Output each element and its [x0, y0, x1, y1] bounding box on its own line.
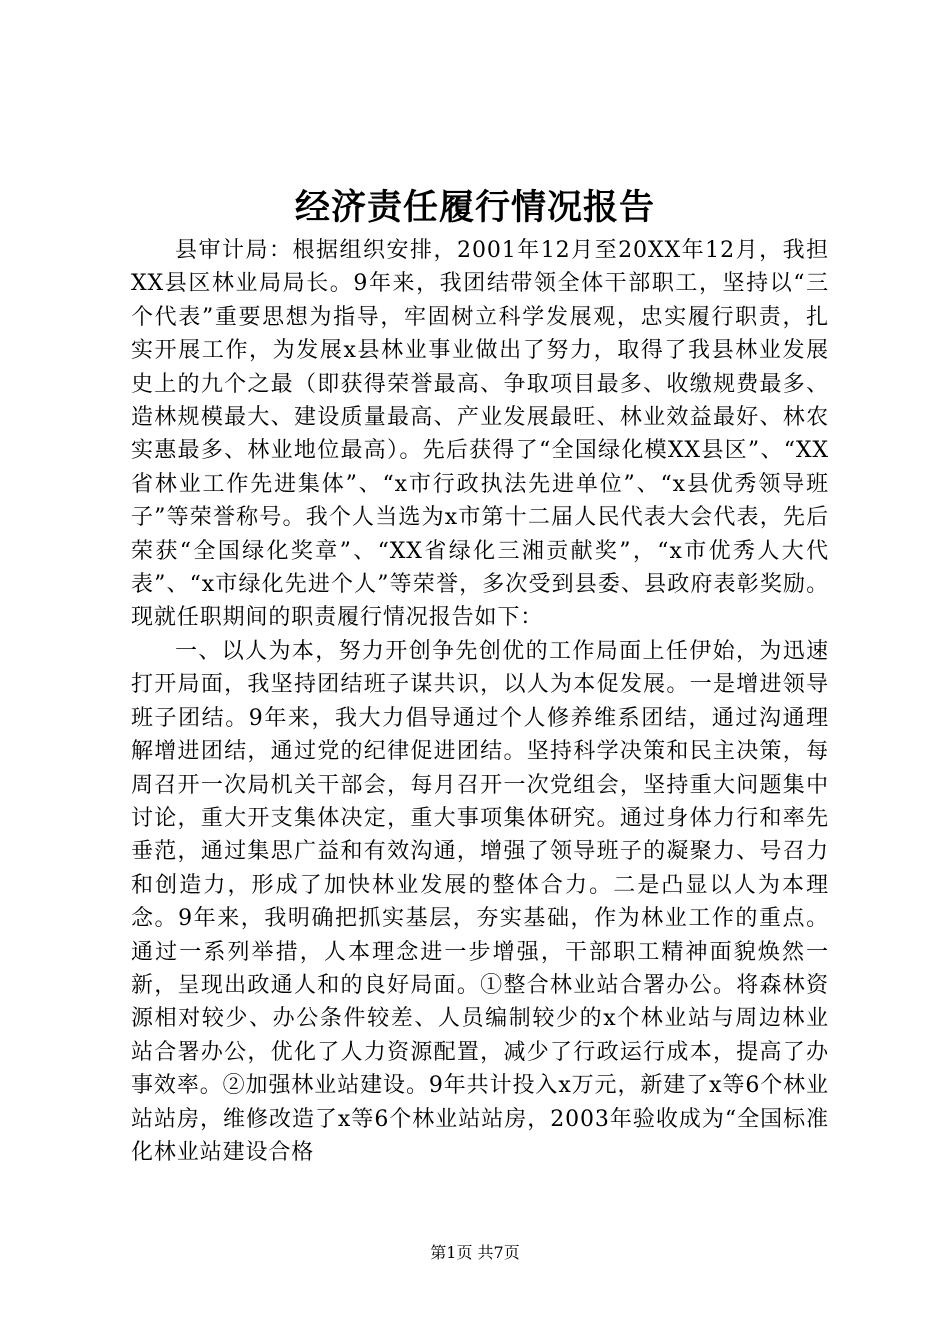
- paragraph-section-one: 一、以人为本，努力开创争先创优的工作局面上任伊始，为迅速打开局面，我坚持团结班子谋共识，以人为本促发展。一是增进领导班子团结。9年来，我大力倡导通过个人修养维系团结，通过沟通理解增进团结，通过党的纪律促进团结。坚持科学决策和民主决策，每周召开一次局机关干部会，每月召开一次党组会，坚持重大问题集中讨论，重大开支集体决定，重大事项集体研究。通过身体力行和率先垂范，通过集思广益和有效沟通，增强了领导班子的凝聚力、号召力和创造力，形成了加快林业发展的整体合力。二是凸显以人为本理念。9年来，我明确把抓实基层，夯实基础，作为林业工作的重点。通过一系列举措，人本理念进一步增强，干部职工精神面貌焕然一新，呈现出政通人和的良好局面。①整合林业站合署办公。将森林资源相对较少、办公条件较差、人员编制较少的x个林业站与周边林业站合署办公，优化了人力资源配置，减少了行政运行成本，提高了办事效率。②加强林业站建设。9年共计投入x万元，新建了x等6个林业站站房，维修改造了x等6个林业站站房，2003年验收成为“全国标准化林业站建设合格: [131, 638, 829, 1165]
- document-body: [131, 234, 829, 1169]
- document-title: 经济责任履行情况报告: [294, 187, 655, 228]
- paragraph-intro: 县审计局：根据组织安排，2001年12月至20XX年12月，我担XX县区林业局局长。9年来，我团结带领全体干部职工，坚持以“三个代表”重要思想为指导，牢固树立科学发展观，忠实履行职责，扎实开展工作，为发展x县林业事业做出了努力，取得了我县林业发展史上的九个之最（即获得荣誉最高、争取项目最多、收缴规费最多、造林规模最大、建设质量最高、产业发展最旺、林业效益最好、林农实惠最多、林业地位最高）。先后获得了“全国绿化模XX县区”、“XX省林业工作先进集体”、“x市行政执法先进单位”、“x县优秀领导班子”等荣誉称号。我个人当选为x市第十二届人民代表大会代表，先后荣获“全国绿化奖章”、“XX省绿化三湘贡献奖”，“x市优秀人大代表”、“x市绿化先进个人”等荣誉，多次受到县委、县政府表彰奖励。现就任职期间的职责履行情况报告如下：: [131, 238, 829, 631]
- page-number-footer: 第1页 共7页: [430, 1243, 520, 1262]
